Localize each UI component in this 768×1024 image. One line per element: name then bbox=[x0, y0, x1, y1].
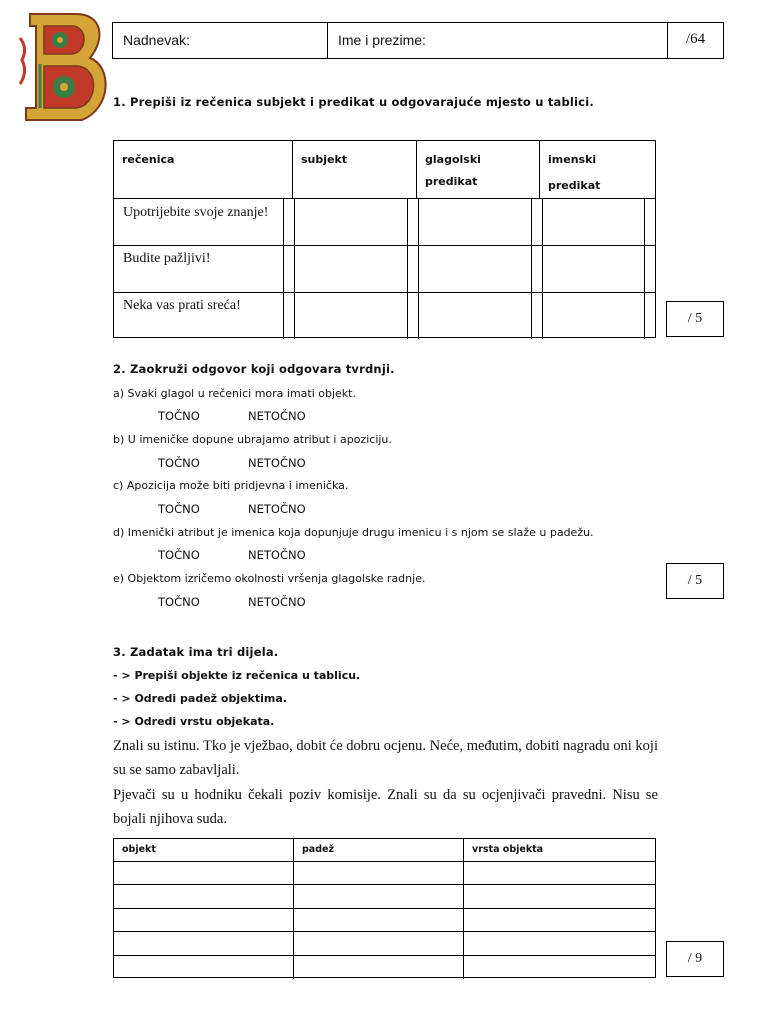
divider bbox=[293, 839, 294, 979]
col-glagolski-predikat bbox=[417, 141, 540, 198]
divider bbox=[114, 245, 655, 246]
task2-false-a[interactable]: NETOČNO bbox=[248, 409, 306, 423]
task2-true-c[interactable]: TOČNO bbox=[158, 502, 200, 516]
task2-false-c[interactable]: NETOČNO bbox=[248, 502, 306, 516]
task1-row-2: Budite pažljivi! bbox=[123, 251, 211, 266]
date-field[interactable] bbox=[113, 23, 328, 58]
divider bbox=[407, 199, 408, 339]
divider bbox=[418, 199, 419, 339]
divider bbox=[292, 141, 293, 199]
task1-row-3: Neka vas prati sreća! bbox=[123, 298, 241, 313]
task1-row-1: Upotrijebite svoje znanje! bbox=[123, 205, 269, 220]
task2-item-d: d) Imenički atribut je imenica koja dopunjuje drugu imenicu i s njom se slaže u padežu. bbox=[113, 526, 594, 539]
col-imenski-predikat: imenski predikat bbox=[548, 153, 601, 192]
task3-step-3: - > Odredi vrstu objekata. bbox=[113, 715, 275, 728]
divider bbox=[416, 141, 417, 199]
task2-score-box: / 5 bbox=[666, 563, 724, 599]
task2-item-a: a) Svaki glagol u rečenici mora imati objekt. bbox=[113, 387, 356, 400]
divider bbox=[644, 199, 645, 339]
task2-item-b: b) U imeničke dopune ubrajamo atribut i apoziciju. bbox=[113, 433, 392, 446]
col-objekt: objekt bbox=[122, 844, 156, 855]
task2-false-b[interactable]: NETOČNO bbox=[248, 456, 306, 470]
divider bbox=[114, 292, 655, 293]
task3-table bbox=[113, 838, 656, 978]
col-vrsta-objekta: vrsta objekta bbox=[472, 844, 544, 855]
divider bbox=[294, 199, 295, 339]
divider bbox=[283, 199, 284, 339]
task2-false-d[interactable]: NETOČNO bbox=[248, 548, 306, 562]
col-glagolski-line1: glagolski bbox=[425, 153, 481, 166]
task3-step-1: - > Prepiši objekte iz rečenica u tablicu. bbox=[113, 669, 361, 682]
task1-header-row bbox=[114, 141, 655, 199]
task1-score-box: / 5 bbox=[666, 301, 724, 337]
divider bbox=[539, 141, 540, 199]
illuminated-letter-b-logo bbox=[16, 8, 116, 126]
date-label: Nadnevak: bbox=[123, 32, 190, 48]
name-label: Ime i prezime: bbox=[338, 32, 426, 48]
divider bbox=[463, 839, 464, 979]
task2-item-e: e) Objektom izričemo okolnosti vršenja glagolske radnje. bbox=[113, 572, 426, 585]
task2-true-d[interactable]: TOČNO bbox=[158, 548, 200, 562]
divider bbox=[114, 908, 655, 909]
task3-step-2: - > Odredi padež objektima. bbox=[113, 692, 287, 705]
task2-true-e[interactable]: TOČNO bbox=[158, 595, 200, 609]
task2-true-b[interactable]: TOČNO bbox=[158, 456, 200, 470]
task2-false-e[interactable]: NETOČNO bbox=[248, 595, 306, 609]
col-subjekt: subjekt bbox=[301, 153, 348, 166]
col-recenica: rečenica bbox=[122, 153, 175, 166]
task3-paragraph-2: Pjevači su u hodniku čekali poziv komisije. Znali su da su ocjenjivači pravedni. Nisu se bojali njihova suda. bbox=[113, 787, 658, 827]
divider bbox=[542, 199, 543, 339]
task2-title: 2. Zaokruži odgovor koji odgovara tvrdnji. bbox=[113, 362, 395, 376]
divider bbox=[114, 955, 655, 956]
task2-true-a[interactable]: TOČNO bbox=[158, 409, 200, 423]
total-score: /64 bbox=[685, 31, 706, 47]
col-padez: padež bbox=[302, 844, 334, 855]
task3-score-box: / 9 bbox=[666, 941, 724, 977]
task3-title: 3. Zadatak ima tri dijela. bbox=[113, 645, 279, 659]
task3-paragraph-1: Znali su istinu. Tko je vježbao, dobit će dobru ocjenu. Neće, međutim, dobiti nagradu oni koji su se samo zabavljali. bbox=[113, 738, 658, 778]
divider bbox=[114, 884, 655, 885]
task2-item-c: c) Apozicija može biti pridjevna i imenička. bbox=[113, 479, 349, 492]
task1-table bbox=[113, 140, 656, 338]
col-glagolski-line2: predikat bbox=[425, 175, 478, 188]
divider bbox=[114, 931, 655, 932]
header-table bbox=[112, 22, 724, 59]
name-field[interactable] bbox=[328, 23, 668, 58]
task1-title: 1. Prepiši iz rečenica subjekt i predikat u odgovarajuće mjesto u tablici. bbox=[113, 95, 594, 109]
divider bbox=[114, 861, 655, 862]
divider bbox=[531, 199, 532, 339]
